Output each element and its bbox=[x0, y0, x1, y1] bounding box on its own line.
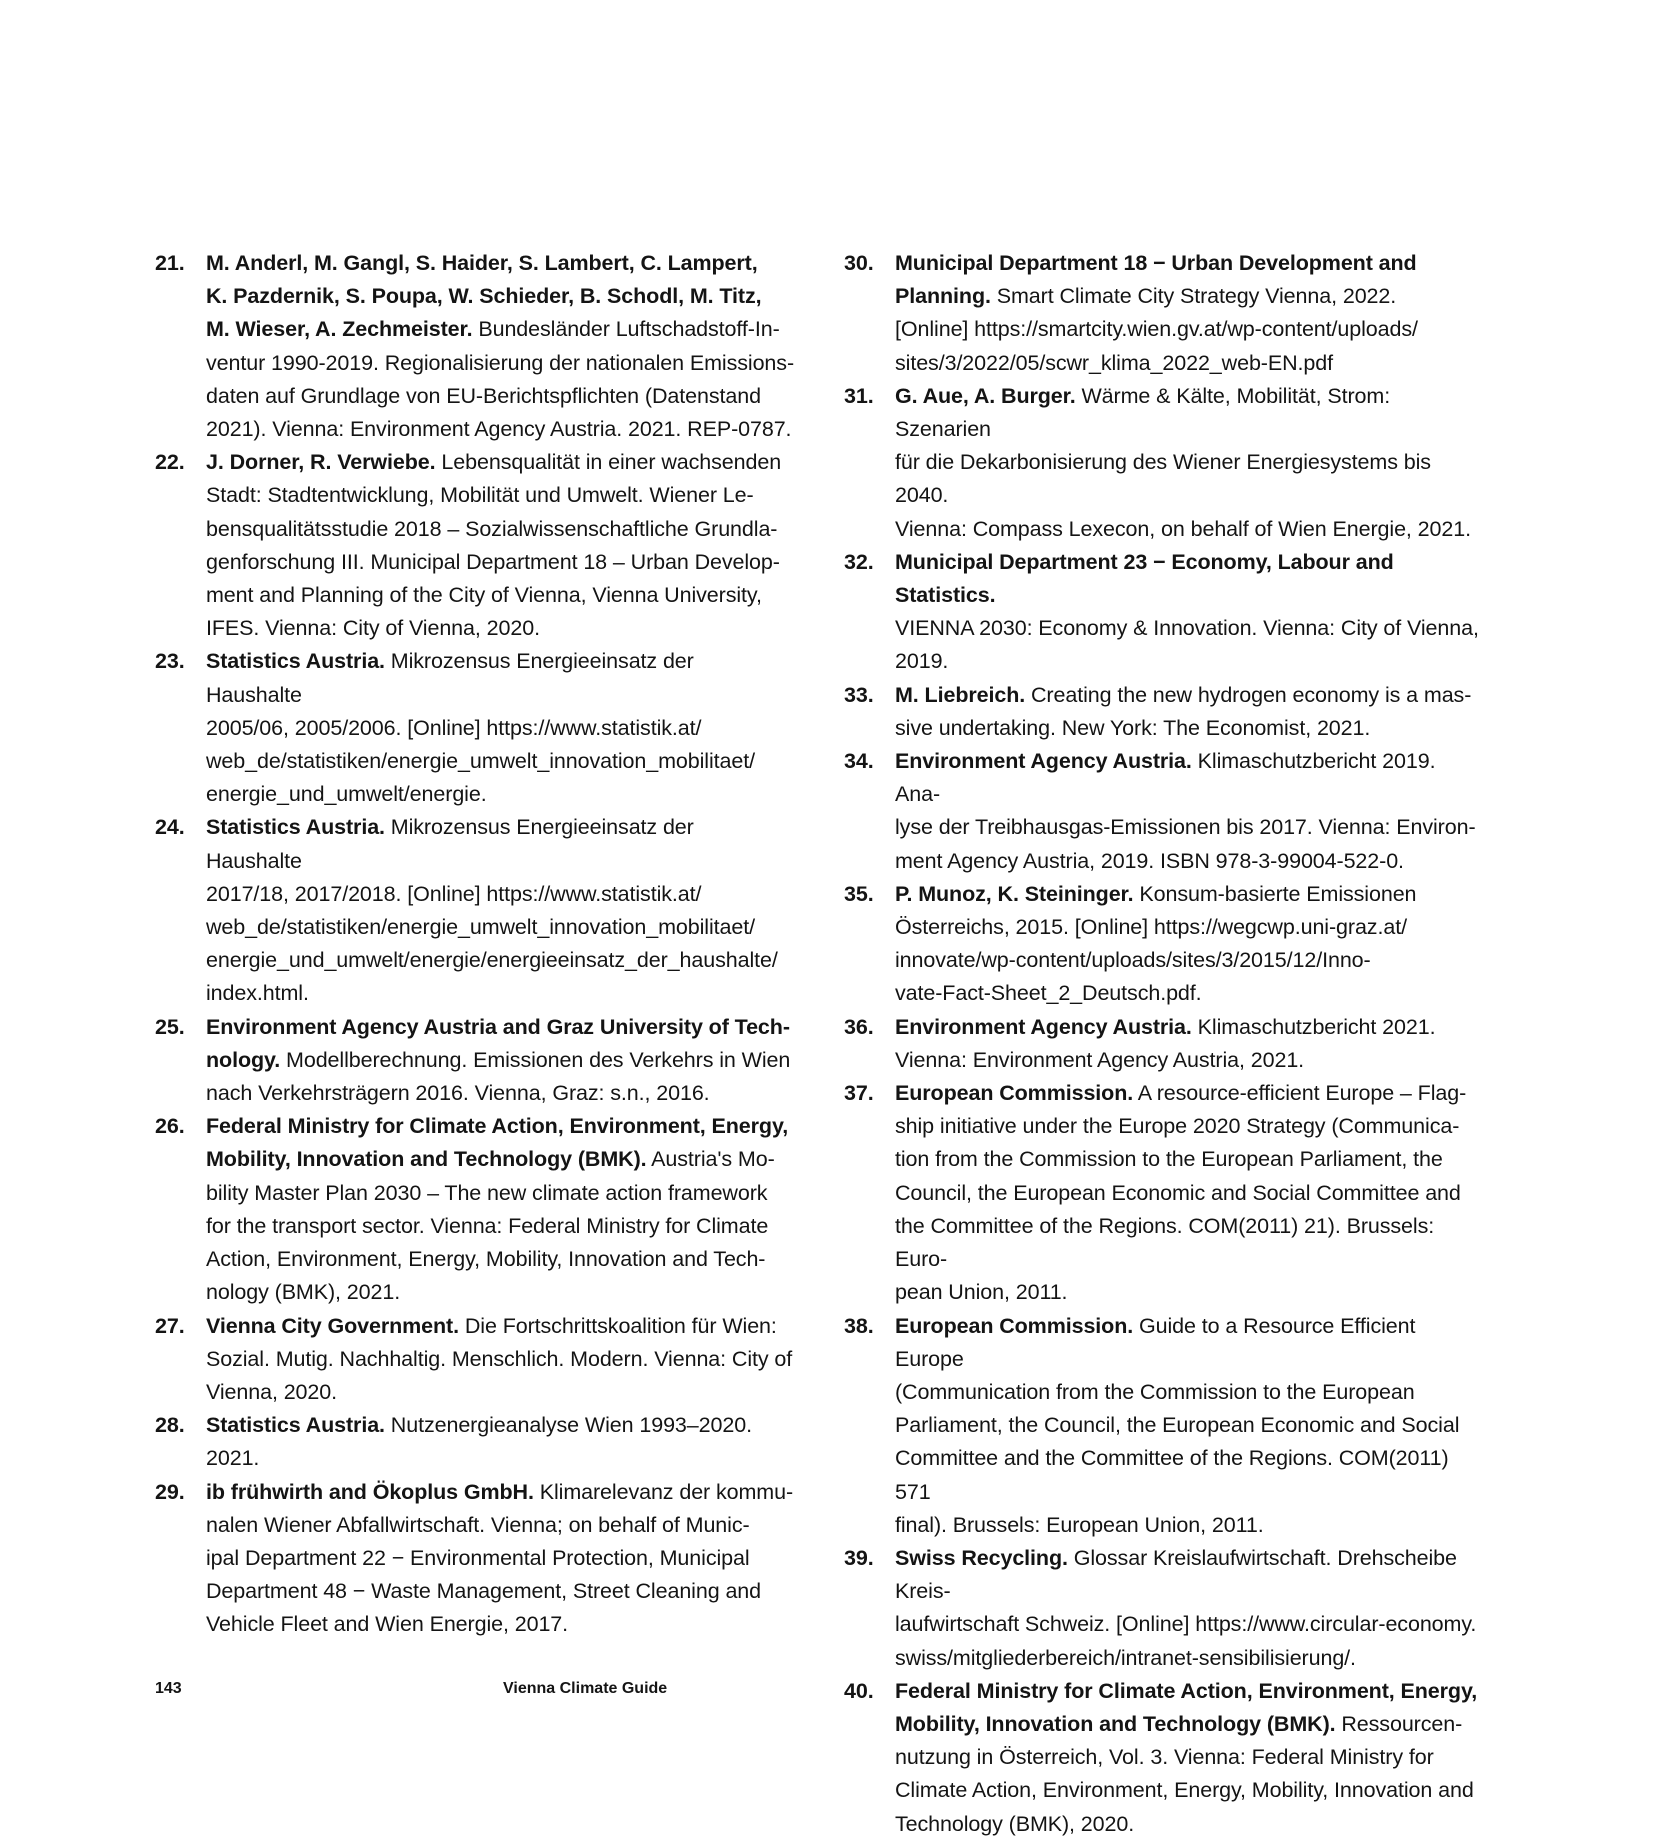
reference-number: 27. bbox=[155, 1313, 185, 1338]
reference-text bbox=[206, 645, 795, 811]
reference-number: 25. bbox=[155, 1014, 185, 1039]
reference-item bbox=[155, 1476, 795, 1642]
reference-body: A resource-efficient Europe – Flag- ship initiative under the Europe 2020 Strategy (Communica- tion from the Commission to the European Parliament, the Council, the European Economic and Social Committee and the Committee of the Regions. COM(2011) 21). Brussels: Euro- pean Union, 2011. bbox=[895, 1081, 1467, 1305]
reference-text bbox=[206, 1011, 795, 1111]
reference-authors: ib frühwirth and Ökoplus GmbH. bbox=[206, 1479, 534, 1504]
reference-text bbox=[206, 1310, 795, 1410]
reference-number: 26. bbox=[155, 1114, 185, 1139]
reference-item bbox=[844, 546, 1484, 679]
reference-authors: G. Aue, A. Burger. bbox=[895, 383, 1076, 408]
reference-number: 30. bbox=[844, 251, 874, 275]
reference-authors: Swiss Recycling. bbox=[895, 1545, 1068, 1570]
reference-body: Lebensqualität in einer wachsenden Stadt: Stadtentwicklung, Mobilität und Umwelt. Wiener Le- bensqualitätsstudie 2018 – Sozialwissenschaftliche Grundla- genforschung III. Municipal Department 18 – Urban Develop- ment and Planning of the City of Vienna, Vienna University, IFES. Vienna: City of Vienna, 2020. bbox=[206, 450, 782, 641]
reference-body: Glossar Kreislaufwirtschaft. Drehscheibe Kreis- laufwirtschaft Schweiz. [Online] https://www.circular-economy. swiss/mitgliederbereich/intranet-sensibilisierung/. bbox=[895, 1545, 1477, 1670]
reference-number: 39. bbox=[844, 1545, 874, 1570]
reference-item bbox=[844, 1310, 1484, 1542]
reference-body: Guide to a Resource Efficient Europe (Communication from the Commission to the European Parliament, the Council, the European Economic and Social Committee and the Committee of the Regions. COM(2011) 571 final). Brussels: European Union, 2011. bbox=[895, 1313, 1460, 1537]
reference-text bbox=[895, 679, 1484, 745]
reference-item bbox=[844, 878, 1484, 1011]
reference-body: Smart Climate City Strategy Vienna, 2022. [Online] https://smartcity.wien.gv.at/wp-content/uploads/ sites/3/2022/05/scwr_klima_2022_web-EN.pdf bbox=[895, 284, 1418, 375]
reference-item bbox=[844, 1077, 1484, 1309]
reference-authors: P. Munoz, K. Steininger. bbox=[895, 881, 1134, 906]
reference-number: 23. bbox=[155, 649, 185, 674]
reference-body: Bundesländer Luftschadstoff-In- ventur 1990-2019. Regionalisierung der nationalen Emissions- daten auf Grundlage von EU-Berichtspflichten (Datenstand 2021). Vienna: Environment Agency Austria. 2021. REP-0787. bbox=[206, 317, 795, 442]
reference-item bbox=[844, 679, 1484, 745]
reference-number: 31. bbox=[844, 383, 874, 408]
footer-title: Vienna Climate Guide bbox=[503, 1680, 668, 1697]
reference-number: 24. bbox=[155, 815, 185, 840]
reference-authors: Municipal Department 23 − Economy, Labour and Statistics. bbox=[895, 549, 1394, 608]
reference-text bbox=[206, 1110, 795, 1309]
reference-text bbox=[206, 1476, 795, 1642]
references-column-left bbox=[155, 247, 795, 1642]
page-number: 143 bbox=[155, 1680, 182, 1697]
reference-body: Klimaschutzbericht 2019. Ana- lyse der Treibhausgas-Emissionen bis 2017. Vienna: Environ- ment Agency Austria, 2019. ISBN 978-3-99004-522-0. bbox=[895, 749, 1476, 873]
reference-authors: Federal Ministry for Climate Action, Environment, Energy, Mobility, Innovation and Technology (BMK). bbox=[206, 1114, 789, 1172]
reference-text bbox=[895, 745, 1484, 878]
reference-item bbox=[155, 1310, 795, 1410]
reference-authors: European Commission. bbox=[895, 1313, 1134, 1338]
reference-authors: Environment Agency Austria. bbox=[895, 749, 1192, 774]
reference-body: Klimarelevanz der kommu- nalen Wiener Abfallwirtschaft. Vienna; on behalf of Munic- ipal Department 22 − Environmental Protection, Municipal Department 48 − Waste Management, Street Cleaning and Vehicle Fleet and Wien Energie, 2017. bbox=[206, 1479, 794, 1637]
reference-authors: Municipal Department 18 − Urban Development and Planning. bbox=[895, 251, 1417, 309]
reference-body: Austria's Mo- bility Master Plan 2030 – The new climate action framework for the transport sector. Vienna: Federal Ministry for Climate Action, Environment, Energy, Mobility, Innovation and Tech- nology (BMK), 2021. bbox=[206, 1147, 775, 1305]
reference-authors: Environment Agency Austria. bbox=[895, 1014, 1192, 1039]
reference-number: 32. bbox=[844, 549, 874, 574]
reference-text bbox=[206, 446, 795, 645]
reference-number: 37. bbox=[844, 1081, 874, 1106]
references-column-right bbox=[844, 247, 1484, 1841]
reference-text bbox=[895, 380, 1484, 546]
reference-text bbox=[895, 878, 1484, 1011]
reference-body: Die Fortschrittskoalition für Wien: Sozial. Mutig. Nachhaltig. Menschlich. Modern. Vienna: City of Vienna, 2020. bbox=[206, 1313, 793, 1404]
reference-text bbox=[206, 1409, 795, 1475]
reference-item bbox=[155, 1409, 795, 1475]
reference-authors: Environment Agency Austria and Graz University of Tech- nology. bbox=[206, 1014, 790, 1072]
reference-number: 40. bbox=[844, 1678, 874, 1703]
reference-item bbox=[844, 745, 1484, 878]
reference-item bbox=[844, 380, 1484, 546]
reference-authors: M. Liebreich. bbox=[895, 682, 1026, 707]
reference-item bbox=[844, 1675, 1484, 1841]
reference-body: Nutzenergieanalyse Wien 1993–2020. 2021. bbox=[206, 1413, 752, 1471]
reference-authors: European Commission. bbox=[895, 1081, 1134, 1106]
reference-authors: Federal Ministry for Climate Action, Environment, Energy, Mobility, Innovation and Technology (BMK). bbox=[895, 1678, 1478, 1736]
reference-authors: J. Dorner, R. Verwiebe. bbox=[206, 450, 436, 475]
reference-item bbox=[155, 1110, 795, 1309]
reference-body: Mikrozensus Energieeinsatz der Haushalte 2005/06, 2005/2006. [Online] https://www.statistik.at/ web_de/statistiken/energie_umwelt_innovation_mobilitaet/ energie_und_umwelt/energie. bbox=[206, 649, 755, 807]
reference-number: 28. bbox=[155, 1413, 185, 1438]
reference-authors: Statistics Austria. bbox=[206, 649, 385, 674]
reference-text bbox=[895, 1310, 1484, 1542]
reference-text bbox=[206, 811, 795, 1010]
reference-item bbox=[155, 811, 795, 1010]
reference-text bbox=[206, 247, 795, 446]
reference-text bbox=[895, 1542, 1484, 1675]
reference-body: Mikrozensus Energieeinsatz der Haushalte 2017/18, 2017/2018. [Online] https://www.statistik.at/ web_de/statistiken/energie_umwelt_innovation_mobilitaet/ energie_und_umwelt/energie/energieeinsatz_der_haushalte/ index.html. bbox=[206, 815, 778, 1006]
reference-body: Modellberechnung. Emissionen des Verkehrs in Wien nach Verkehrsträgern 2016. Vienna, Graz: s.n., 2016. bbox=[206, 1047, 791, 1106]
reference-number: 38. bbox=[844, 1313, 874, 1338]
reference-body: Ressourcen- nutzung in Österreich, Vol. 3. Vienna: Federal Ministry for Climate Action, Environment, Energy, Mobility, Innovation and Technology (BMK), 2020. bbox=[895, 1711, 1474, 1836]
reference-body: Klimaschutzbericht 2021. Vienna: Environment Agency Austria, 2021. bbox=[895, 1014, 1436, 1072]
reference-number: 21. bbox=[155, 251, 185, 275]
reference-body: Konsum-basierte Emissionen Österreichs, 2015. [Online] https://wegcwp.uni-graz.at/ innovate/wp-content/uploads/sites/3/2015/12/Inno- vate-Fact-Sheet_2_Deutsch.pdf. bbox=[895, 881, 1417, 1006]
reference-authors: Statistics Austria. bbox=[206, 815, 385, 840]
reference-authors: M. Anderl, M. Gangl, S. Haider, S. Lambert, C. Lampert, K. Pazdernik, S. Poupa, W. Schieder, B. Schodl, M. Titz, M. Wieser, A. Zechmeister. bbox=[206, 251, 762, 342]
reference-text bbox=[895, 247, 1484, 380]
reference-item bbox=[844, 1011, 1484, 1077]
reference-body: VIENNA 2030: Economy & Innovation. Vienna: City of Vienna, 2019. bbox=[895, 616, 1479, 674]
reference-authors: Vienna City Government. bbox=[206, 1313, 459, 1338]
reference-item bbox=[844, 247, 1484, 380]
reference-text bbox=[895, 1077, 1484, 1309]
reference-body: Creating the new hydrogen economy is a mas- sive undertaking. New York: The Economist, 2021. bbox=[895, 682, 1472, 740]
reference-text bbox=[895, 1675, 1484, 1841]
reference-item bbox=[155, 247, 795, 446]
reference-item bbox=[155, 645, 795, 811]
reference-number: 35. bbox=[844, 881, 874, 906]
reference-number: 34. bbox=[844, 749, 874, 774]
reference-item bbox=[155, 1011, 795, 1111]
reference-number: 29. bbox=[155, 1479, 185, 1504]
reference-text bbox=[895, 1011, 1484, 1077]
reference-number: 22. bbox=[155, 450, 185, 475]
reference-authors: Statistics Austria. bbox=[206, 1413, 385, 1438]
reference-item bbox=[844, 1542, 1484, 1675]
reference-item bbox=[155, 446, 795, 645]
reference-body: Wärme & Kälte, Mobilität, Strom: Szenarien für die Dekarbonisierung des Wiener Energiesystems bis 2040. Vienna: Compass Lexecon, on behalf of Wien Energie, 2021. bbox=[895, 383, 1471, 541]
reference-number: 36. bbox=[844, 1014, 874, 1039]
reference-number: 33. bbox=[844, 682, 874, 707]
reference-text bbox=[895, 546, 1484, 679]
